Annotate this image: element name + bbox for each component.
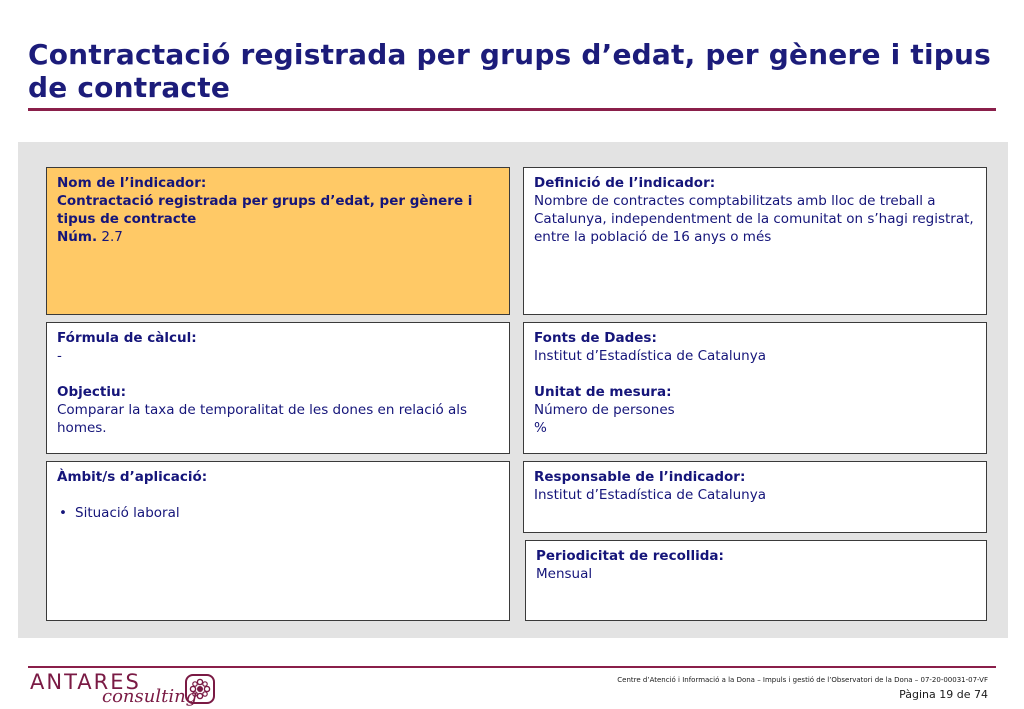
indicator-number: [57, 228, 499, 246]
title-divider: [28, 108, 996, 111]
formula-value: -: [57, 348, 62, 364]
indicator-name-label: Nom de l’indicador:: [57, 175, 207, 191]
scope-box: [46, 461, 510, 621]
footer-divider: [28, 666, 996, 668]
indicator-name-value: Contractació registrada per grups d’edat, per gènere i tipus de contracte: [57, 193, 473, 227]
flower-emblem-icon: [184, 673, 216, 705]
formula-label: Fórmula de càlcul:: [57, 330, 197, 346]
page-number: Pàgina 19 de 74: [899, 688, 988, 701]
unit-value: %: [534, 420, 547, 436]
responsible-box: [523, 461, 987, 533]
objective-value: Comparar la taxa de temporalitat de les dones en relació als homes.: [57, 402, 468, 436]
indicator-number-label: Núm.: [57, 229, 98, 245]
logo-wordmark: ANTARES: [30, 670, 141, 694]
indicator-number-value: 2.7: [101, 229, 123, 245]
scope-label: Àmbit/s d’aplicació:: [57, 469, 208, 485]
objective-label: Objectiu:: [57, 384, 127, 400]
definition-box: [523, 167, 987, 315]
sources-label: Fonts de Dades:: [534, 330, 657, 346]
unit-label: Unitat de mesura:: [534, 384, 672, 400]
definition-label: Definició de l’indicador:: [534, 175, 716, 191]
unit-value: Número de persones: [534, 402, 675, 418]
responsible-label: Responsable de l’indicador:: [534, 469, 746, 485]
page-title: Contractació registrada per grups d’edat, per gènere i tipus de contracte: [28, 38, 992, 104]
indicator-name-box: [46, 167, 510, 315]
sources-box: [523, 322, 987, 454]
logo-tagline: consulting: [102, 686, 198, 707]
sources-value: Institut d’Estadística de Catalunya: [534, 348, 766, 364]
definition-value: Nombre de contractes comptabilitzats amb lloc de treball a Catalunya, independentment de la comunitat on s’hagi registrat, entre la població de 16 anys o més: [534, 193, 974, 245]
footer-project-text: Centre d’Atenció i Informació a la Dona – Impuls i gestió de l’Observatori de la Dona – 07-20-00031-07-VF: [617, 676, 988, 684]
antares-logo: [30, 670, 230, 706]
scope-list-item: [57, 504, 499, 522]
bullet-icon: •: [59, 505, 67, 521]
responsible-value: Institut d’Estadística de Catalunya: [534, 487, 766, 503]
scope-item-text: Situació laboral: [75, 505, 180, 521]
periodicity-value: Mensual: [536, 566, 593, 582]
periodicity-label: Periodicitat de recollida:: [536, 548, 724, 564]
periodicity-box: [525, 540, 987, 621]
formula-box: [46, 322, 510, 454]
